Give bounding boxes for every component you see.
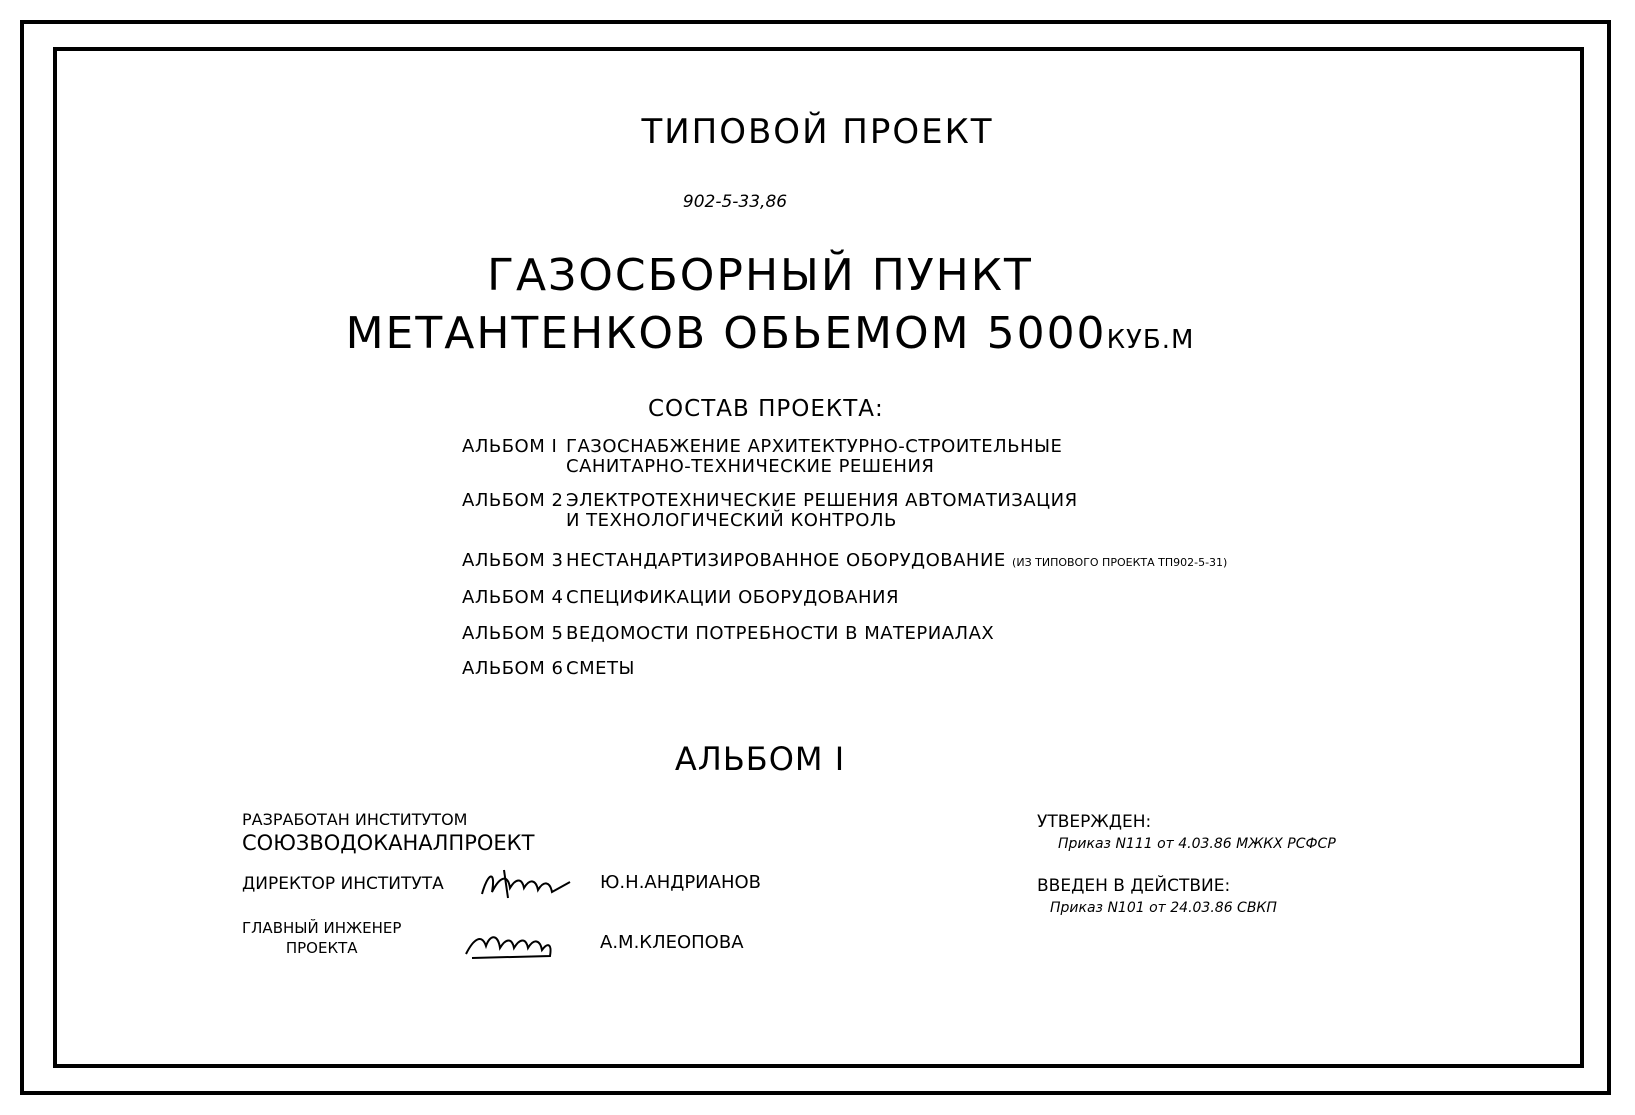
album-desc: НЕСТАНДАРТИЗИРОВАННОЕ ОБОРУДОВАНИЕ: [566, 550, 1006, 571]
doc-number: 902-5-33,86: [682, 192, 788, 212]
album-label: АЛЬБОМ I: [462, 436, 558, 457]
project-title-line-2: [0, 308, 1540, 359]
album-label: АЛЬБОМ 6: [462, 658, 564, 679]
album-row-6: [462, 659, 635, 679]
chief-engineer-name: А.М.КЛЕОПОВА: [600, 932, 744, 953]
director-signature: [478, 864, 578, 904]
doc-type: ТИПОВОЙ ПРОЕКТ: [641, 112, 994, 152]
album-row-1: [462, 437, 1062, 477]
album-row-2: [462, 491, 1078, 531]
developer-label: РАЗРАБОТАН ИНСТИТУТОМ: [242, 810, 468, 829]
album-desc: СПЕЦИФИКАЦИИ ОБОРУДОВАНИЯ: [566, 587, 900, 608]
chief-engineer-label-line-2: ПРОЕКТА: [285, 939, 358, 957]
album-label: АЛЬБОМ 3: [462, 550, 564, 571]
album-label: АЛЬБОМ 5: [462, 623, 564, 644]
project-title-unit: КУБ.М: [1106, 325, 1195, 355]
album-note: (ИЗ ТИПОВОГО ПРОЕКТА ТП902-5-31): [1012, 556, 1228, 569]
album-label: АЛЬБОМ 2: [462, 490, 564, 511]
album-desc: ЭЛЕКТРОТЕХНИЧЕСКИЕ РЕШЕНИЯ АВТОМАТИЗАЦИЯ: [566, 490, 1078, 511]
album-title: АЛЬБОМ I: [674, 740, 846, 778]
approved-label: УТВЕРЖДЕН:: [1037, 812, 1152, 832]
developer-name: СОЮЗВОДОКАНАЛПРОЕКТ: [242, 831, 535, 855]
approved-order: Приказ N111 от 4.03.86 МЖКХ РСФСР: [1058, 836, 1336, 852]
chief-engineer-label-line-1: ГЛАВНЫЙ ИНЖЕНЕР: [242, 919, 402, 937]
album-row-4: [462, 588, 899, 608]
introduced-order: Приказ N101 от 24.03.86 СВКП: [1050, 900, 1277, 916]
album-row-5: [462, 624, 994, 644]
project-title-line-1: ГАЗОСБОРНЫЙ ПУНКТ: [487, 250, 1033, 301]
album-label: АЛЬБОМ 4: [462, 587, 564, 608]
album-row-3: [462, 551, 1227, 573]
album-desc: СМЕТЫ: [566, 658, 635, 679]
chief-engineer-signature: [462, 924, 572, 964]
project-title-line-2-text: МЕТАНТЕНКОВ ОБЬЕМОМ 5000: [345, 308, 1107, 359]
album-desc: ГАЗОСНАБЖЕНИЕ АРХИТЕКТУРНО-СТРОИТЕЛЬНЫЕ: [566, 436, 1063, 457]
album-desc: ВЕДОМОСТИ ПОТРЕБНОСТИ В МАТЕРИАЛАХ: [566, 623, 995, 644]
director-label: ДИРЕКТОР ИНСТИТУТА: [242, 874, 444, 894]
director-name: Ю.Н.АНДРИАНОВ: [600, 872, 762, 893]
chief-engineer-label: [242, 918, 401, 958]
introduced-label: ВВЕДЕН В ДЕЙСТВИЕ:: [1037, 876, 1231, 896]
contents-heading: СОСТАВ ПРОЕКТА:: [648, 396, 884, 422]
album-desc-continued: САНИТАРНО-ТЕХНИЧЕСКИЕ РЕШЕНИЯ: [566, 456, 935, 477]
album-desc-continued: И ТЕХНОЛОГИЧЕСКИЙ КОНТРОЛЬ: [566, 510, 897, 531]
